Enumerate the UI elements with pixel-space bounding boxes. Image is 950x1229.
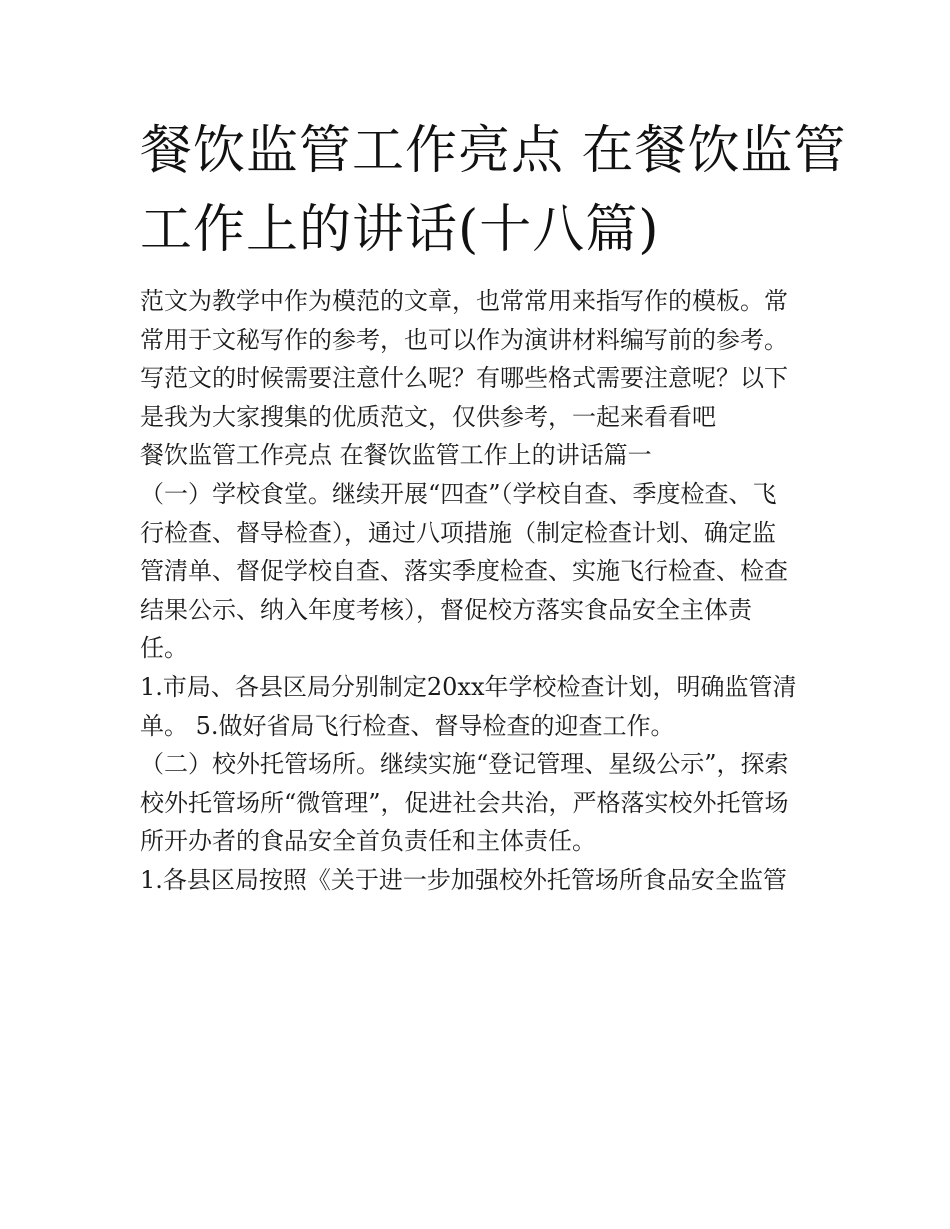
paragraph-line: （一）学校食堂。继续开展“四查”（学校自查、季度检查、飞: [140, 479, 777, 508]
section-heading: 餐饮监管工作亮点 在餐饮监管工作上的讲话篇一: [140, 441, 652, 470]
intro-line: 是我为大家搜集的优质范文，仅供参考，一起来看看吧: [140, 402, 716, 431]
paragraph-line: （二）校外托管场所。继续实施“登记管理、星级公示”，探索: [140, 750, 789, 779]
paragraph-line: 1.各县区局按照《关于进一步加强校外托管场所食品安全监管: [140, 865, 787, 894]
document-title: [140, 112, 847, 270]
paragraph-line: 管清单、督促学校自查、落实季度检查、实施飞行检查、检查: [140, 557, 788, 586]
document-body: [140, 282, 820, 900]
intro-line: 范文为教学中作为模范的文章，也常常用来指写作的模板。常: [140, 287, 788, 315]
paragraph-line: 行检查、督导检查），通过八项措施（制定检查计划、确定监: [140, 518, 776, 547]
title-line-2: 工作上的讲话(十八篇): [140, 200, 660, 260]
paragraph-line: 所开办者的食品安全首负责任和主体责任。: [140, 827, 596, 856]
paragraph-line: 任。: [140, 634, 188, 663]
paragraph-line: 单。 5.做好省局飞行检查、督导检查的迎查工作。: [140, 711, 675, 740]
paragraph-line: 校外托管场所“微管理”，促进社会共治，严格落实校外托管场: [140, 788, 789, 817]
paragraph-line: 1.市局、各县区局分别制定20xx年学校检查计划，明确监管清: [140, 672, 797, 701]
intro-line: 写范文的时候需要注意什么呢？有哪些格式需要注意呢？以下: [140, 364, 788, 393]
intro-line: 常用于文秘写作的参考，也可以作为演讲材料编写前的参考。: [140, 325, 788, 354]
paragraph-line: 结果公示、纳入年度考核），督促校方落实食品安全主体责: [140, 595, 752, 624]
title-line-1: 餐饮监管工作亮点 在餐饮监管: [140, 121, 847, 181]
